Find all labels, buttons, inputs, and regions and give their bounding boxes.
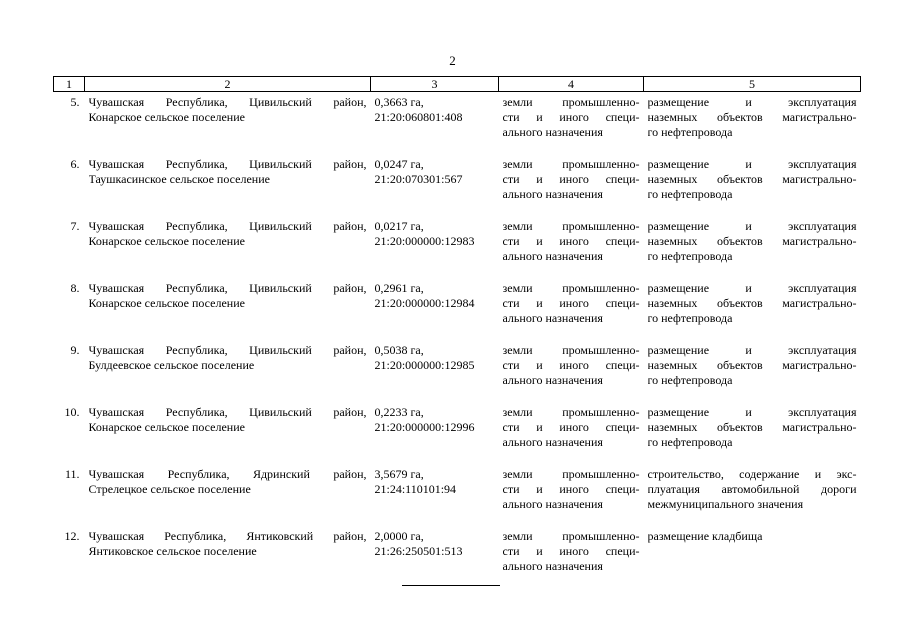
location-cell (85, 216, 371, 278)
land-category-cell-line: сти и иного специ- (502, 358, 640, 372)
area-cadastral-cell-line: 21:20:000000:12983 (374, 234, 475, 248)
land-category-cell-line: ального назначения (502, 435, 603, 449)
area-cadastral-cell-line: 0,2233 га, (374, 405, 424, 419)
location-cell-line: Чувашская Республика, Цивильский район, (88, 405, 367, 419)
area-cadastral-cell-line: 21:20:000000:12996 (374, 420, 475, 434)
permitted-use-cell-line: го нефтепровода (647, 249, 733, 263)
land-category-cell-line: сти и иного специ- (502, 110, 640, 124)
header-row (54, 77, 861, 92)
land-plots-table (53, 76, 861, 574)
area-cadastral-cell-line: 21:20:000000:12985 (374, 358, 475, 372)
location-cell-line: Булдеевское сельское поселение (88, 358, 255, 372)
permitted-use-cell-line: размещение и эксплуатация (647, 405, 857, 419)
location-cell-line: Янтиковское сельское поселение (88, 544, 257, 558)
location-cell-line: Чувашская Республика, Цивильский район, (88, 343, 367, 357)
permitted-use-cell (644, 154, 861, 216)
land-category-cell-line: земли промышленно- (502, 405, 640, 419)
row-number: 10. (64, 405, 80, 419)
area-cadastral-cell (371, 216, 499, 278)
permitted-use-cell-line: наземных объектов магистрально- (647, 358, 857, 372)
area-cadastral-cell (371, 402, 499, 464)
area-cadastral-cell-line: 0,2961 га, (374, 281, 424, 295)
location-cell-line: Чувашская Республика, Янтиковский район, (88, 529, 367, 543)
land-category-cell-line: земли промышленно- (502, 281, 640, 295)
column-header-1: 1 (54, 77, 85, 92)
table-row (54, 92, 861, 155)
permitted-use-cell-line: наземных объектов магистрально- (647, 172, 857, 186)
location-cell-line: Конарское сельское поселение (88, 420, 245, 434)
area-cadastral-cell (371, 340, 499, 402)
row-number: 8. (70, 281, 80, 295)
location-cell-line: Конарское сельское поселение (88, 110, 245, 124)
land-category-cell-line: земли промышленно- (502, 529, 640, 543)
permitted-use-cell (644, 216, 861, 278)
permitted-use-cell-line: размещение и эксплуатация (647, 95, 857, 109)
table-body (54, 92, 861, 575)
permitted-use-cell-line: размещение и эксплуатация (647, 281, 857, 295)
location-cell-line: Чувашская Республика, Ядринский район, (88, 467, 367, 481)
table-row (54, 402, 861, 464)
location-cell (85, 92, 371, 155)
permitted-use-cell-line: наземных объектов магистрально- (647, 234, 857, 248)
table-row (54, 464, 861, 526)
location-cell-line: Чувашская Республика, Цивильский район, (88, 281, 367, 295)
permitted-use-cell-line: наземных объектов магистрально- (647, 110, 857, 124)
land-category-cell (499, 154, 644, 216)
footer-rule (402, 585, 500, 586)
area-cadastral-cell (371, 526, 499, 574)
location-cell-line: Чувашская Республика, Цивильский район, (88, 95, 367, 109)
location-cell-line: Стрелецкое сельское поселение (88, 482, 251, 496)
page-number: 2 (449, 53, 456, 68)
row-number: 9. (70, 343, 80, 357)
land-category-cell-line: сти и иного специ- (502, 482, 640, 496)
location-cell (85, 154, 371, 216)
land-category-cell-line: ального назначения (502, 187, 603, 201)
table-row (54, 278, 861, 340)
location-cell-line: Конарское сельское поселение (88, 296, 245, 310)
column-header-2: 2 (85, 77, 371, 92)
area-cadastral-cell-line: 21:20:000000:12984 (374, 296, 475, 310)
permitted-use-cell-line: го нефтепровода (647, 435, 733, 449)
permitted-use-cell-line: размещение и эксплуатация (647, 343, 857, 357)
row-number: 6. (70, 157, 80, 171)
land-category-cell-line: ального назначения (502, 559, 603, 573)
area-cadastral-cell (371, 278, 499, 340)
land-category-cell-line: сти и иного специ- (502, 544, 640, 558)
permitted-use-cell-line: го нефтепровода (647, 125, 733, 139)
column-header-3: 3 (371, 77, 499, 92)
location-cell-line: Таушкасинское сельское поселение (88, 172, 270, 186)
location-cell (85, 402, 371, 464)
row-number: 11. (64, 467, 80, 481)
permitted-use-cell (644, 526, 861, 574)
land-category-cell (499, 216, 644, 278)
table-header (54, 77, 861, 92)
area-cadastral-cell (371, 154, 499, 216)
permitted-use-cell-line: го нефтепровода (647, 373, 733, 387)
land-category-cell (499, 402, 644, 464)
location-cell-line: Чувашская Республика, Цивильский район, (88, 157, 367, 171)
permitted-use-cell (644, 92, 861, 155)
land-category-cell-line: сти и иного специ- (502, 420, 640, 434)
land-category-cell-line: земли промышленно- (502, 467, 640, 481)
location-cell-line: Конарское сельское поселение (88, 234, 245, 248)
row-number: 12. (64, 529, 80, 543)
table-row (54, 340, 861, 402)
column-header-4: 4 (499, 77, 644, 92)
location-cell (85, 340, 371, 402)
land-category-cell-line: ального назначения (502, 311, 603, 325)
permitted-use-cell-line: строительство, содержание и экс- (647, 467, 857, 481)
area-cadastral-cell-line: 21:24:110101:94 (374, 482, 457, 496)
row-number: 5. (70, 95, 80, 109)
table-row (54, 216, 861, 278)
area-cadastral-cell-line: 21:26:250501:513 (374, 544, 463, 558)
permitted-use-cell (644, 340, 861, 402)
permitted-use-cell (644, 464, 861, 526)
permitted-use-cell-line: размещение кладбища (647, 529, 763, 543)
area-cadastral-cell-line: 3,5679 га, (374, 467, 424, 481)
area-cadastral-cell-line: 21:20:060801:408 (374, 110, 463, 124)
permitted-use-cell (644, 402, 861, 464)
area-cadastral-cell (371, 92, 499, 155)
land-category-cell (499, 92, 644, 155)
land-category-cell-line: сти и иного специ- (502, 296, 640, 310)
permitted-use-cell-line: плуатация автомобильной дороги (647, 482, 857, 496)
land-category-cell-line: земли промышленно- (502, 343, 640, 357)
table-row (54, 526, 861, 574)
area-cadastral-cell-line: 0,0247 га, (374, 157, 424, 171)
land-category-cell (499, 526, 644, 574)
area-cadastral-cell-line: 2,0000 га, (374, 529, 424, 543)
land-category-cell (499, 340, 644, 402)
land-category-cell-line: земли промышленно- (502, 95, 640, 109)
location-cell-line: Чувашская Республика, Цивильский район, (88, 219, 367, 233)
permitted-use-cell-line: размещение и эксплуатация (647, 157, 857, 171)
land-category-cell-line: ального назначения (502, 249, 603, 263)
row-number: 7. (70, 219, 80, 233)
area-cadastral-cell-line: 0,5038 га, (374, 343, 424, 357)
land-category-cell-line: земли промышленно- (502, 219, 640, 233)
area-cadastral-cell-line: 0,3663 га, (374, 95, 424, 109)
table-row (54, 154, 861, 216)
land-category-cell (499, 278, 644, 340)
permitted-use-cell-line: го нефтепровода (647, 187, 733, 201)
column-header-5: 5 (644, 77, 861, 92)
land-category-cell (499, 464, 644, 526)
permitted-use-cell (644, 278, 861, 340)
permitted-use-cell-line: межмуниципального значения (647, 497, 804, 511)
land-category-cell-line: сти и иного специ- (502, 172, 640, 186)
area-cadastral-cell (371, 464, 499, 526)
area-cadastral-cell-line: 0,0217 га, (374, 219, 424, 233)
land-category-cell-line: земли промышленно- (502, 157, 640, 171)
land-category-cell-line: ального назначения (502, 373, 603, 387)
permitted-use-cell-line: наземных объектов магистрально- (647, 296, 857, 310)
permitted-use-cell-line: размещение и эксплуатация (647, 219, 857, 233)
location-cell (85, 526, 371, 574)
location-cell (85, 464, 371, 526)
location-cell (85, 278, 371, 340)
permitted-use-cell-line: наземных объектов магистрально- (647, 420, 857, 434)
land-category-cell-line: сти и иного специ- (502, 234, 640, 248)
land-category-cell-line: ального назначения (502, 125, 603, 139)
area-cadastral-cell-line: 21:20:070301:567 (374, 172, 463, 186)
land-category-cell-line: ального назначения (502, 497, 603, 511)
permitted-use-cell-line: го нефтепровода (647, 311, 733, 325)
